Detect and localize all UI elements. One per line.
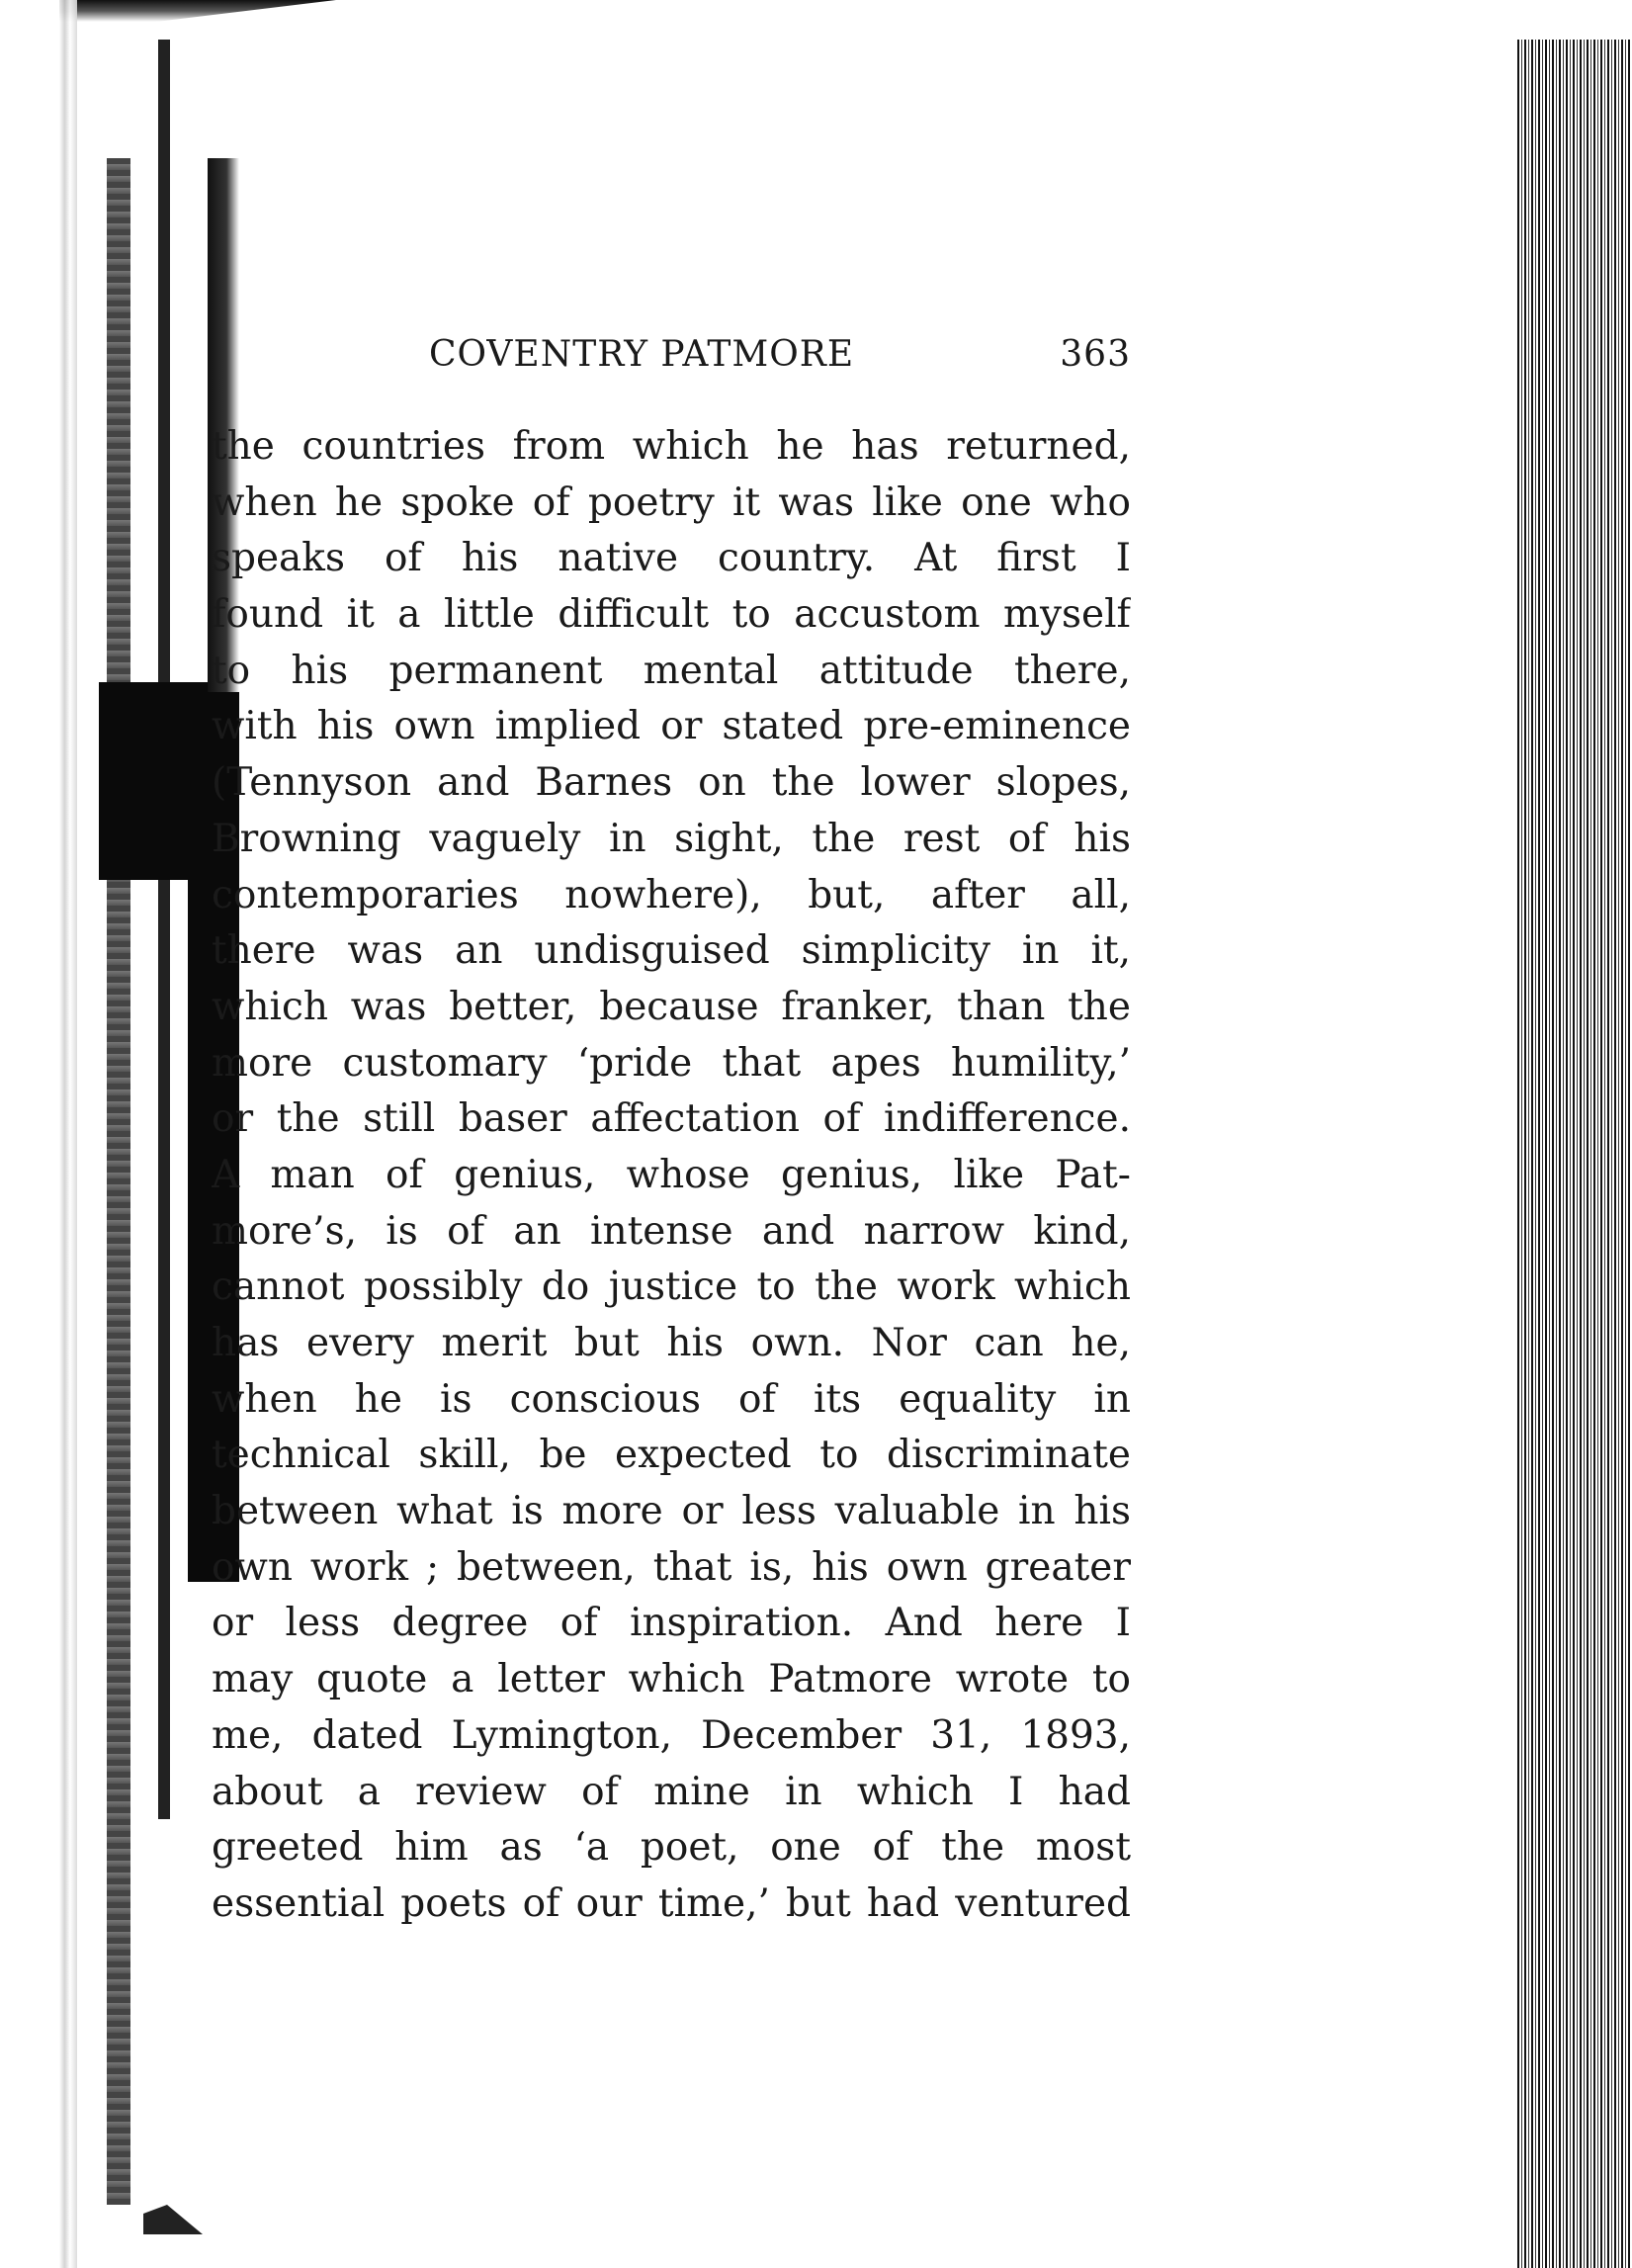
text-line: the countries from which he has returned, [212,424,1131,469]
running-head-title: COVENTRY PATMORE [429,334,855,375]
binding-strip [107,158,130,2205]
text-line: me, dated Lymington, December 31, 1893, [212,1712,1131,1758]
text-line: own work ; between, that is, his own greater [212,1544,1131,1590]
binding-strip [59,0,77,2268]
text-line: found it a little difficult to accustom myself [212,592,1131,638]
text-line: with his own implied or stated pre-eminence [212,704,1131,749]
text-line: or the still baser affectation of indifference. [212,1096,1131,1142]
text-line: contemporaries nowhere), but, after all, [212,872,1131,917]
text-line: Browning vaguely in sight, the rest of his [212,816,1131,861]
page-number: 363 [1060,334,1131,375]
text-line: between what is more or less valuable in his [212,1489,1131,1534]
page-stack-edge-right [1517,40,1632,2268]
body-text [212,419,1131,1933]
text-line: A man of genius, whose genius, like Pat- [212,1152,1131,1197]
text-line: greeted him as ‘a poet, one of the most [212,1825,1131,1871]
binding-strip [158,40,170,1819]
text-line: when he is conscious of its equality in [212,1376,1131,1422]
text-line: speaks of his native country. At first I [212,536,1131,581]
text-line: more customary ‘pride that apes humility,’ [212,1040,1131,1086]
binding-edge-left [59,0,188,2268]
text-line: more’s, is of an intense and narrow kind, [212,1208,1131,1254]
running-head [212,334,1131,384]
text-line: to his permanent mental attitude there, [212,648,1131,693]
text-line: may quote a letter which Patmore wrote to [212,1657,1131,1702]
page-corner-shadow [59,0,336,22]
text-line: cannot possibly do justice to the work which [212,1265,1131,1310]
text-line: when he spoke of poetry it was like one who [212,480,1131,525]
text-line: essential poets of our time,’ but had ventured [212,1880,1131,1926]
text-line: which was better, because franker, than the [212,984,1131,1029]
text-line: (Tennyson and Barnes on the lower slopes, [212,760,1131,806]
binding-tab [99,682,208,880]
text-line: there was an undisguised simplicity in it, [212,928,1131,974]
text-line: technical skill, be expected to discriminate [212,1433,1131,1478]
binding-mark [143,2205,203,2234]
text-line: or less degree of inspiration. And here I [212,1601,1131,1646]
text-line: has every merit but his own. Nor can he, [212,1321,1131,1365]
text-line: about a review of mine in which I had [212,1769,1131,1814]
